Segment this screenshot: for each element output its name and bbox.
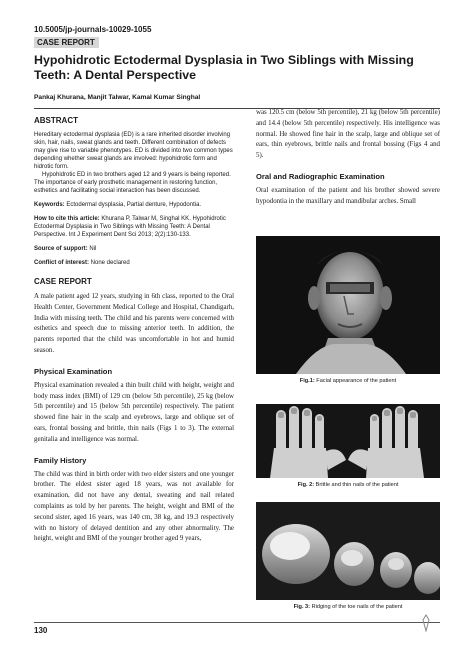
source-of-support <box>34 245 234 253</box>
conflict-of-interest <box>34 259 234 267</box>
oral-exam-text: Oral examination of the patient and his brother showed severe hypodontia in the maxillary and mandibular arches. Small <box>256 186 440 205</box>
figure-1-caption <box>256 378 440 384</box>
left-column <box>34 116 234 545</box>
figure-2 <box>256 404 440 488</box>
page-number: 130 <box>34 626 48 635</box>
abstract-paragraph-1: Hereditary ectodermal dysplasia (ED) is a rare inherited disorder involving skin, hair, nails, sweat glands and teeth. Different combination of defects may give rise to variable phenotypes. ED is divided into two common types depending whether sweat glands are involved: hypohidrotic form and hidrotic form. <box>34 132 233 170</box>
keywords-label: Keywords: <box>34 202 65 208</box>
keywords-value: Ectodermal dysplasia, Partial denture, Hypodontia. <box>66 202 202 208</box>
support-value: Nil <box>89 246 97 252</box>
figure-3-caption-text: Ridging of the toe nails of the patient <box>311 604 403 610</box>
figure-1-caption-text: Facial appearance of the patient <box>316 378 397 384</box>
conflict-value: None declared <box>90 260 130 266</box>
authors: Pankaj Khurana, Manjit Talwar, Kamal Kumar Singhal <box>34 94 201 101</box>
face-photo-image <box>256 236 440 374</box>
figure-3-label: Fig. 3: <box>293 604 311 610</box>
citation-value: Khurana P, Talwar M, Singhal KK. Hypohidrotic Ectodermal Dysplasia in Two Siblings with Missing Teeth: A Dental Perspective. Int J Experiment Dent Sci 2013; 2(2):130-133. <box>34 216 226 238</box>
oral-exam-heading: Oral and Radiographic Examination <box>256 171 385 181</box>
case-report-heading: CASE REPORT <box>34 277 92 286</box>
figure-1-photo <box>256 236 440 374</box>
support-label: Source of support: <box>34 246 88 252</box>
figure-3-photo <box>256 502 440 600</box>
keywords <box>34 201 234 209</box>
figure-1-label: Fig.1: <box>299 378 315 384</box>
citation-label: How to cite this article: <box>34 216 100 222</box>
publisher-logo-icon <box>421 614 431 632</box>
figure-2-caption <box>256 482 440 488</box>
figure-2-caption-text: Brittle and thin nails of the patient <box>315 482 399 488</box>
citation <box>34 215 234 239</box>
right-column <box>256 108 440 208</box>
case-report-text: A male patient aged 12 years, studying in 6th class, reported to the Oral Health Center, Government Medical College and Hospital, Chandigarh, India with missing teeth. The child and his parents were concerned with esthetics and speech due to missing anterior teeth. In addition, the parents reported that the child was uncomfortable in hot and humid season. <box>34 293 234 354</box>
conflict-label: Conflict of interest: <box>34 260 89 266</box>
article-title: Hypohidrotic Ectodermal Dysplasia in Two Siblings with Missing Teeth: A Dental Perspective <box>34 53 414 82</box>
figure-3-caption <box>256 604 440 610</box>
abstract-heading: ABSTRACT <box>34 116 78 125</box>
toes-photo-image <box>256 502 440 600</box>
hands-photo-image <box>256 404 440 478</box>
figure-3 <box>256 502 440 610</box>
figure-2-photo <box>256 404 440 478</box>
article-type-badge: CASE REPORT <box>34 37 99 48</box>
footer-divider <box>34 622 440 623</box>
family-history-heading: Family History <box>34 455 87 465</box>
physical-exam-text: Physical examination revealed a thin built child with height, weight and body mass index (BMI) of 129 cm (below 5th percentile), 25 kg (below 5th percentile) and 15 (below 5th percentile) respectively. The patient showed fine hair in the scalp and eyebrows, large and oblique set of ears, frontal bossing and brittle, thin nails (Figs 1 to 3). The external genitalia and intelligence was normal. <box>34 381 234 443</box>
abstract-paragraph-2: Hypohidrotic ED in two brothers aged 12 and 9 years is being reported. The importance of early prosthetic management in restoring function, esthetics and facilitating social interaction has been discussed. <box>34 172 231 194</box>
family-history-text: The child was third in birth order with two elder sisters and one younger brother. The eldest sister aged 18 years, was not available for examination, did not have any dental, sweating and nail related complaints as told by her parents. The height, weight and BMI of the second sister, aged 16 years, was 140 cm, 38 kg, and 19.3 respectively with no history of delayed dentition and any other abnormality. The height, weight and BMI of the younger brother aged 9 years, <box>34 470 234 543</box>
figure-1 <box>256 236 440 384</box>
figure-2-label: Fig. 2: <box>297 482 315 488</box>
doi: 10.5005/jp-journals-10029-1055 <box>34 25 152 34</box>
brother-continuation-text: was 120.5 cm (below 5th percentile), 21 kg (below 5th percentile) and 14.4 (below 5th percentile) respectively. His intelligence was normal. He showed fine hair in the scalp, large and oblique set of ears, thin eyebrows, brittle nails and frontal bossing (Figs 4 and 5). <box>256 109 440 160</box>
physical-exam-heading: Physical Examination <box>34 366 113 376</box>
